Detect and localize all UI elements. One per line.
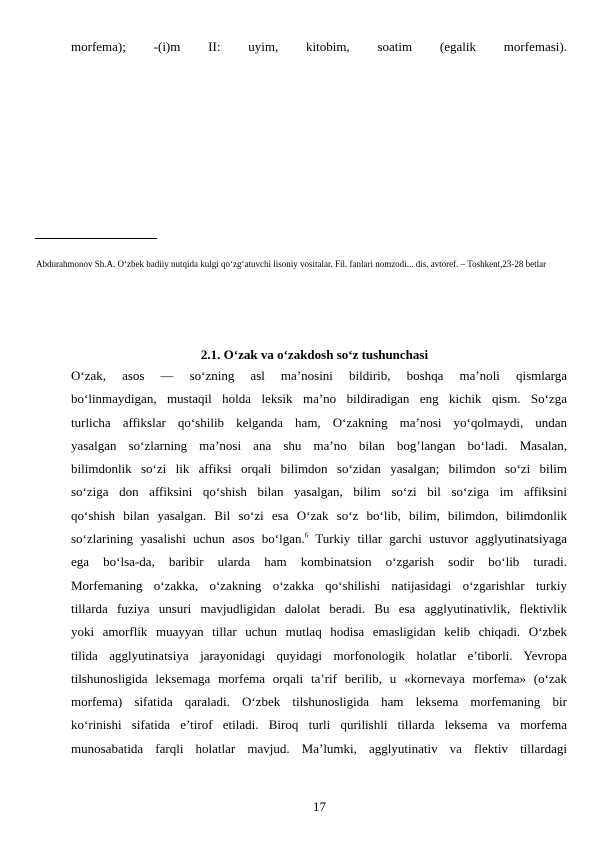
text-line: so‘ziga don affiksini qo‘shish bilan yasalgan, bilim so‘zi bil so‘ziga im affiksini bbox=[71, 484, 567, 500]
page-number-text: 17 bbox=[313, 799, 326, 814]
continued-text-line bbox=[71, 37, 567, 57]
text-line: bo‘linmaydigan, mustaqil holda leksik ma’no bildiradigan eng kichik qism. So‘zga bbox=[71, 391, 567, 407]
word: uyim, bbox=[248, 39, 279, 54]
page-number bbox=[0, 799, 595, 815]
text-line: yasalgan so‘zlarning ma’nosi ana shu ma’no bilan bog’langan bo‘ladi. Masalan, bbox=[71, 437, 567, 453]
text-line: tillarda fuziya unsuri mavjudligidan dalolat beradi. Bu esa agglyutinativlik, flektivlik bbox=[71, 600, 567, 616]
text-line: tilshunosligida leksemaga morfema orqali ta’rif berilib, u «kornevaya morfema» (o‘zak bbox=[71, 670, 567, 686]
text-line-with-footnote bbox=[71, 527, 567, 550]
footnote bbox=[20, 257, 575, 272]
word: -(i)m bbox=[153, 39, 181, 54]
section-title bbox=[0, 347, 595, 363]
section-title-text: 2.1. O‘zak va o‘zakdosh so‘z tushunchasi bbox=[200, 347, 429, 362]
footnote-text: Abdurahmonov Sh.A. O‘zbek badiiy nutqida kulgi qo‘zg‘atuvchi lisoniy vositalar. Fil. fanlari nomzodi... dis. avtoref. – Toshkent,23-28 betlar bbox=[36, 259, 547, 269]
word: morfema); bbox=[71, 39, 126, 54]
text-line: ko‘rinishi sifatida e’tirof etiladi. Biroq turli qurilishli tillarda leksema va morfema bbox=[71, 717, 567, 733]
text-line: qo‘shish bilan yasalgan. Bil so‘zi esa O‘zak so‘z bo‘lib, bilim, bilimdon, bilimdonlik bbox=[71, 507, 567, 523]
text-line: yoki amorflik muayyan tillar uchun mutlaq hodisa emasligidan kelib chiqadi. O‘zbek bbox=[71, 624, 567, 640]
word: II: bbox=[208, 39, 221, 54]
text-segment: so‘zlarining yasalishi uchun asos bo‘lgan. bbox=[71, 531, 305, 547]
word: morfemasi). bbox=[503, 39, 567, 54]
text-segment: Turkiy tillar garchi ustuvor agglyutinatsiyaga bbox=[308, 531, 567, 547]
body-paragraph bbox=[71, 364, 567, 760]
footnote-separator bbox=[35, 238, 157, 239]
word: soatim bbox=[377, 39, 413, 54]
text-line: Morfemaning o‘zakka, o‘zakning o‘zakka qo‘shilishi natijasidagi o‘zgarishlar turkiy bbox=[71, 577, 567, 593]
word: kitobim, bbox=[305, 39, 350, 54]
text-line: morfema) sifatida qaraladi. O‘zbek tilshunosligida ham leksema morfemaning bir bbox=[71, 694, 567, 710]
text-line: munosabatida farqli holatlar mavjud. Ma’lumki, agglyutinativ va flektiv tillardagi bbox=[71, 740, 567, 756]
text-line: O‘zak, asos — so‘zning asl ma’nosini bildirib, boshqa ma’noli qismlarga bbox=[71, 368, 567, 383]
word: (egalik bbox=[439, 39, 477, 54]
text-line: tilida agglyutinatsiya jarayonidagi quyidagi morfonologik holatlar e’tiborli. Yevropa bbox=[71, 647, 567, 663]
text-line: bilimdonlik so‘zi lik affiksi orqali bilimdon so‘zidan yasalgan; bilimdon so‘zi bilim bbox=[71, 461, 567, 477]
text-line: turlicha affikslar qo‘shilib kelganda ham, O‘zakning ma’nosi yo‘qolmaydi, undan bbox=[71, 414, 567, 430]
text-line: ega bo‘lsa-da, baribir ularda ham kombinatsion o‘zgarish sodir bo‘lib turadi. bbox=[71, 554, 567, 570]
footnote-reference[interactable]: 6 bbox=[304, 531, 309, 540]
